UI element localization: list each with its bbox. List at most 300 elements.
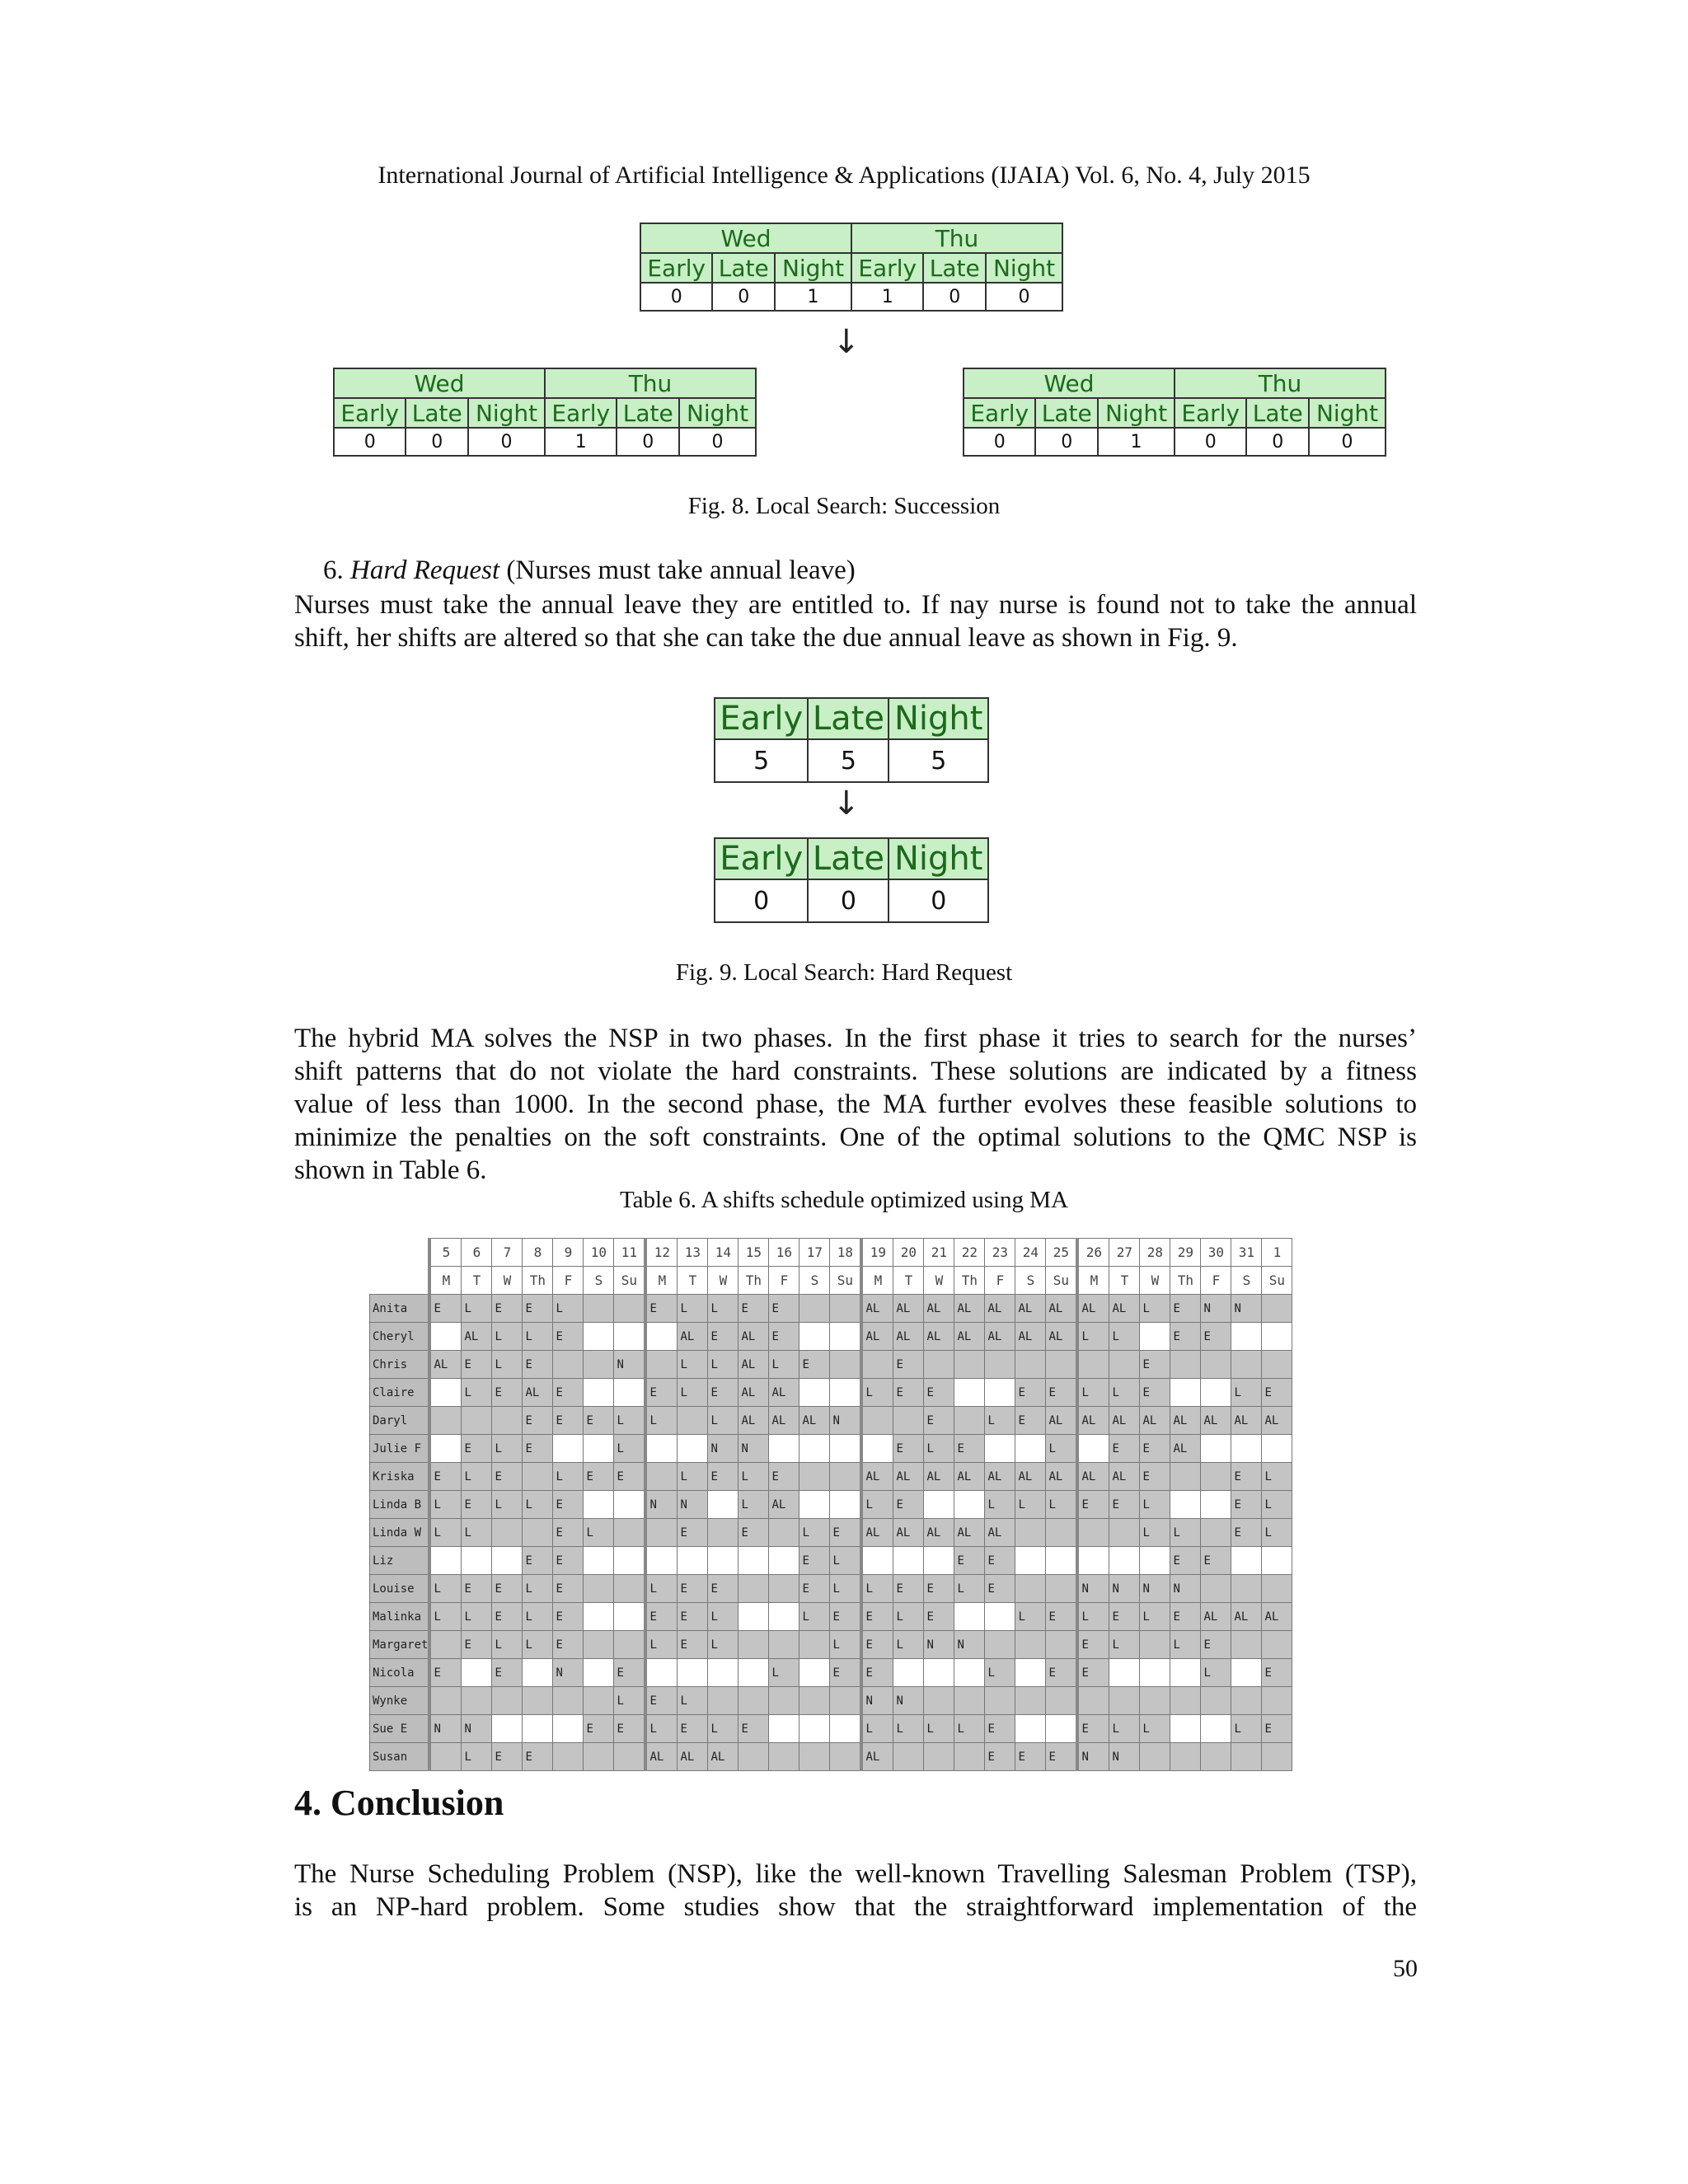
shift-cell (492, 1715, 523, 1743)
shift-cell (799, 1379, 830, 1407)
shift-cell: E (678, 1575, 708, 1603)
shift-cell (1015, 1687, 1046, 1715)
shift-cell (708, 1547, 738, 1575)
shift-cell (492, 1519, 523, 1547)
shift-cell (1015, 1631, 1046, 1659)
shift-cell (614, 1323, 646, 1351)
shift-cell: L (492, 1435, 523, 1463)
nurse-name: Liz (370, 1547, 430, 1575)
shift-cell (1015, 1659, 1046, 1687)
shift-cell: E (1262, 1659, 1292, 1687)
shift-cell: E (1077, 1491, 1109, 1519)
shift-cell: N (553, 1659, 584, 1687)
value-cell: 0 (1175, 428, 1246, 456)
table-row (370, 1631, 1292, 1659)
shift-cell: N (1109, 1575, 1140, 1603)
shift-cell: L (1077, 1323, 1109, 1351)
shift-cell: L (1170, 1631, 1201, 1659)
shift-cell: AL (1077, 1407, 1109, 1435)
shift-cell: L (985, 1491, 1015, 1519)
shift-cell: E (738, 1715, 769, 1743)
day-header: Wed (964, 368, 1175, 398)
shift-cell (1046, 1687, 1078, 1715)
shift-cell: E (769, 1463, 799, 1491)
shift-cell (1046, 1351, 1078, 1379)
shift-cell: L (924, 1435, 954, 1463)
corner-cell (370, 1239, 430, 1267)
fig9-caption: Fig. 9. Local Search: Hard Request (675, 959, 1013, 986)
date-header: 14 (708, 1239, 738, 1267)
shift-cell: L (1231, 1379, 1262, 1407)
date-header: 31 (1231, 1239, 1262, 1267)
nurse-name: Julie F (370, 1435, 430, 1463)
date-header: 24 (1015, 1239, 1046, 1267)
shift-cell: L (462, 1295, 492, 1323)
shift-cell: E (954, 1547, 985, 1575)
shift-cell (584, 1743, 614, 1771)
value-cell: 0 (889, 879, 988, 922)
shift-cell: L (492, 1351, 523, 1379)
shift-cell (1015, 1575, 1046, 1603)
shift-cell: L (1201, 1659, 1231, 1687)
shift-cell: L (1077, 1379, 1109, 1407)
shift-cell: L (645, 1575, 678, 1603)
shift-cell: N (1201, 1295, 1231, 1323)
shift-cell: E (708, 1379, 738, 1407)
shift-cell (1077, 1519, 1109, 1547)
shift-header: Night (468, 398, 545, 428)
shift-cell: E (1109, 1491, 1140, 1519)
shift-cell (614, 1379, 646, 1407)
shift-cell: L (1140, 1519, 1170, 1547)
shift-cell (584, 1323, 614, 1351)
date-header: 16 (769, 1239, 799, 1267)
shift-cell (614, 1547, 646, 1575)
value-cell: 0 (679, 428, 756, 456)
shift-cell: E (708, 1323, 738, 1351)
shift-cell: N (614, 1351, 646, 1379)
fig8-table-right (963, 368, 1386, 457)
shift-cell (523, 1519, 553, 1547)
shift-row (715, 698, 988, 739)
shift-cell: E (678, 1519, 708, 1547)
shift-cell (924, 1687, 954, 1715)
shift-cell: L (462, 1379, 492, 1407)
shift-cell (985, 1379, 1015, 1407)
shift-cell (924, 1491, 954, 1519)
shift-cell (645, 1351, 678, 1379)
shift-cell: L (893, 1631, 924, 1659)
weekday-header: M (1077, 1267, 1109, 1295)
shift-cell: L (584, 1519, 614, 1547)
running-header: International Journal of Artificial Intelligence & Applications (IJAIA) Vol. 6, No. 4, July 2015 (377, 162, 1311, 189)
shift-cell: N (429, 1715, 462, 1743)
shift-cell: AL (1015, 1463, 1046, 1491)
shift-cell: AL (893, 1295, 924, 1323)
shift-cell: AL (462, 1323, 492, 1351)
shift-cell: N (1140, 1575, 1170, 1603)
value-row (964, 428, 1386, 456)
table-row (370, 1491, 1292, 1519)
weekday-header: Th (738, 1267, 769, 1295)
shift-cell (769, 1519, 799, 1547)
shift-cell: AL (1046, 1323, 1078, 1351)
section-heading: 4. Conclusion (294, 1783, 504, 1823)
shift-cell: E (553, 1407, 584, 1435)
shift-cell: N (1077, 1575, 1109, 1603)
shift-cell (1262, 1351, 1292, 1379)
shift-cell: L (678, 1687, 708, 1715)
text-line: shift patterns that do not violate the hard constraints. These solutions are indicated by a fitness (294, 1057, 1417, 1086)
table-row (370, 1379, 1292, 1407)
shift-cell: E (462, 1351, 492, 1379)
shift-cell: N (645, 1491, 678, 1519)
shift-cell (924, 1547, 954, 1575)
shift-cell (924, 1743, 954, 1771)
shift-cell (1201, 1519, 1231, 1547)
text-line: shift, her shifts are altered so that she can take the due annual leave as shown in Fig. 9. (294, 623, 1238, 653)
shift-cell (1262, 1743, 1292, 1771)
shift-cell: E (645, 1295, 678, 1323)
shift-cell: L (678, 1379, 708, 1407)
shift-cell (708, 1491, 738, 1519)
shift-cell (893, 1407, 924, 1435)
shift-cell: AL (1109, 1463, 1140, 1491)
value-cell: 0 (808, 879, 889, 922)
nurse-name: Daryl (370, 1407, 430, 1435)
shift-cell (614, 1295, 646, 1323)
shift-cell: AL (1201, 1407, 1231, 1435)
shift-cell: AL (708, 1743, 738, 1771)
body-paragraph (294, 1022, 1417, 1187)
shift-cell (799, 1715, 830, 1743)
text-line: minimize the penalties on the soft constraints. One of the optimal solutions to the QMC NSP is (294, 1122, 1417, 1152)
shift-cell: E (553, 1575, 584, 1603)
shift-cell (1231, 1659, 1262, 1687)
shift-cell (1231, 1631, 1262, 1659)
shift-cell: AL (1046, 1463, 1078, 1491)
nurse-name: Linda B (370, 1491, 430, 1519)
shift-cell: E (708, 1575, 738, 1603)
shift-header: Early (715, 838, 808, 879)
shift-cell: E (523, 1743, 553, 1771)
shift-cell (1109, 1351, 1140, 1379)
shift-cell: E (1201, 1323, 1231, 1351)
shift-row (715, 838, 988, 879)
shift-cell (1046, 1631, 1078, 1659)
shift-cell (1201, 1435, 1231, 1463)
shift-cell: E (584, 1407, 614, 1435)
shift-cell (584, 1295, 614, 1323)
shift-cell (614, 1491, 646, 1519)
shift-cell: E (1109, 1603, 1140, 1631)
date-header: 13 (678, 1239, 708, 1267)
item6-heading (323, 555, 856, 586)
shift-header: Early (715, 698, 808, 739)
shift-cell: E (1015, 1743, 1046, 1771)
shift-cell (1201, 1687, 1231, 1715)
date-header: 12 (645, 1239, 678, 1267)
date-header: 25 (1046, 1239, 1078, 1267)
date-header: 6 (462, 1239, 492, 1267)
shift-cell (553, 1687, 584, 1715)
shift-cell (985, 1687, 1015, 1715)
shift-cell: E (553, 1603, 584, 1631)
shift-cell: E (1046, 1379, 1078, 1407)
shift-cell: N (924, 1631, 954, 1659)
shift-cell: E (645, 1379, 678, 1407)
shift-cell: AL (1046, 1295, 1078, 1323)
shift-cell (1015, 1435, 1046, 1463)
fig8-table-left (333, 368, 757, 457)
shift-cell: E (645, 1603, 678, 1631)
shift-cell: E (429, 1295, 462, 1323)
shift-cell: N (462, 1715, 492, 1743)
shift-cell: L (1046, 1491, 1078, 1519)
shift-cell: L (708, 1351, 738, 1379)
weekday-header: Th (1170, 1267, 1201, 1295)
shift-cell: E (1140, 1463, 1170, 1491)
shift-cell: L (523, 1603, 553, 1631)
shift-cell (645, 1547, 678, 1575)
shift-cell (1140, 1659, 1170, 1687)
shift-cell: E (553, 1379, 584, 1407)
shift-cell (645, 1323, 678, 1351)
shift-cell (985, 1351, 1015, 1379)
day-header: Thu (545, 368, 756, 398)
nurse-name: Sue E (370, 1715, 430, 1743)
shift-cell: AL (924, 1463, 954, 1491)
shift-cell (1231, 1575, 1262, 1603)
shift-cell (738, 1743, 769, 1771)
value-cell: 0 (617, 428, 679, 456)
shift-header: Night (1309, 398, 1386, 428)
shift-cell: L (830, 1575, 862, 1603)
shift-cell (1015, 1351, 1046, 1379)
shift-cell (861, 1435, 893, 1463)
shift-cell (1231, 1435, 1262, 1463)
shift-cell: E (645, 1687, 678, 1715)
shift-cell (924, 1659, 954, 1687)
shift-cell (893, 1659, 924, 1687)
shift-cell: E (893, 1379, 924, 1407)
shift-cell (738, 1603, 769, 1631)
date-header: 9 (553, 1239, 584, 1267)
shift-cell: AL (893, 1519, 924, 1547)
shift-header: Early (1175, 398, 1246, 428)
text-line: shown in Table 6. (294, 1155, 487, 1185)
shift-cell (1170, 1715, 1201, 1743)
shift-cell (492, 1547, 523, 1575)
shift-cell (799, 1743, 830, 1771)
shift-cell (893, 1743, 924, 1771)
day-row (964, 368, 1386, 398)
shift-cell: E (492, 1659, 523, 1687)
date-header: 26 (1077, 1239, 1109, 1267)
shift-cell: AL (678, 1743, 708, 1771)
shift-cell (1046, 1715, 1078, 1743)
shift-cell (584, 1603, 614, 1631)
shift-cell (1231, 1323, 1262, 1351)
shift-cell (462, 1407, 492, 1435)
shift-cell (954, 1603, 985, 1631)
shift-cell (523, 1659, 553, 1687)
shift-cell (584, 1631, 614, 1659)
shift-cell: AL (954, 1323, 985, 1351)
shift-cell: E (924, 1603, 954, 1631)
shift-cell (1201, 1351, 1231, 1379)
shift-cell (1140, 1687, 1170, 1715)
shift-cell: L (861, 1491, 893, 1519)
shift-cell: L (1262, 1463, 1292, 1491)
shift-cell (1109, 1547, 1140, 1575)
shift-cell: E (523, 1547, 553, 1575)
shift-cell: AL (738, 1351, 769, 1379)
shift-cell (614, 1743, 646, 1771)
weekday-header: F (1201, 1267, 1231, 1295)
shift-cell (861, 1407, 893, 1435)
nurse-name: Wynke (370, 1687, 430, 1715)
shift-cell: L (708, 1603, 738, 1631)
shift-header: Night (986, 253, 1062, 283)
shift-cell (1231, 1547, 1262, 1575)
date-header: 22 (954, 1239, 985, 1267)
shift-header: Early (640, 253, 712, 283)
shift-cell: N (1170, 1575, 1201, 1603)
shift-cell (799, 1435, 830, 1463)
shift-cell: L (1262, 1519, 1292, 1547)
shift-cell: L (429, 1575, 462, 1603)
shift-cell (954, 1379, 985, 1407)
shift-cell (678, 1435, 708, 1463)
shift-cell: L (553, 1295, 584, 1323)
shift-cell (1170, 1743, 1201, 1771)
shift-cell: L (954, 1575, 985, 1603)
schedule-table (369, 1238, 1292, 1771)
shift-cell: L (738, 1463, 769, 1491)
fig9-arrow: ↓ (832, 785, 860, 823)
value-cell: 0 (1246, 428, 1309, 456)
shift-cell: E (1109, 1435, 1140, 1463)
shift-cell: AL (1109, 1295, 1140, 1323)
shift-cell: E (462, 1435, 492, 1463)
shift-cell: L (1015, 1603, 1046, 1631)
nurse-name: Chris (370, 1351, 430, 1379)
shift-cell (1231, 1687, 1262, 1715)
shift-cell: E (1077, 1715, 1109, 1743)
shift-cell: AL (861, 1463, 893, 1491)
shift-cell: E (708, 1463, 738, 1491)
table-row (370, 1435, 1292, 1463)
shift-cell (429, 1687, 462, 1715)
weekday-header: T (462, 1267, 492, 1295)
shift-cell (799, 1295, 830, 1323)
fig8-arrow: ↓ (832, 323, 860, 361)
shift-cell (738, 1631, 769, 1659)
shift-cell: L (1262, 1491, 1292, 1519)
shift-cell (708, 1687, 738, 1715)
value-cell: 1 (545, 428, 617, 456)
shift-cell (429, 1743, 462, 1771)
shift-cell (584, 1547, 614, 1575)
shift-cell: L (614, 1407, 646, 1435)
shift-cell: L (429, 1519, 462, 1547)
shift-cell: L (861, 1575, 893, 1603)
shift-cell: L (523, 1491, 553, 1519)
shift-cell: AL (1231, 1603, 1262, 1631)
date-header: 29 (1170, 1239, 1201, 1267)
table-row (370, 1323, 1292, 1351)
value-cell: 1 (851, 283, 923, 311)
value-cell: 0 (640, 283, 712, 311)
shift-cell: E (1201, 1631, 1231, 1659)
shift-cell: E (492, 1463, 523, 1491)
shift-cell: AL (861, 1323, 893, 1351)
shift-cell: AL (985, 1519, 1015, 1547)
nurse-name: Nicola (370, 1659, 430, 1687)
shift-cell: E (1046, 1603, 1078, 1631)
day-header: Wed (334, 368, 545, 398)
shift-cell: L (1077, 1603, 1109, 1631)
shift-cell (799, 1659, 830, 1687)
shift-cell: AL (1015, 1295, 1046, 1323)
day-header: Wed (640, 223, 851, 253)
shift-cell: L (678, 1463, 708, 1491)
shift-cell: L (954, 1715, 985, 1743)
shift-header: Night (775, 253, 851, 283)
weekday-header: T (678, 1267, 708, 1295)
shift-cell: L (708, 1295, 738, 1323)
shift-cell: E (830, 1603, 862, 1631)
shift-cell: E (523, 1435, 553, 1463)
shift-cell: N (738, 1435, 769, 1463)
shift-cell (614, 1575, 646, 1603)
value-row (334, 428, 756, 456)
shift-cell: AL (1109, 1407, 1140, 1435)
shift-cell (429, 1379, 462, 1407)
shift-cell: L (830, 1631, 862, 1659)
shift-cell (830, 1295, 862, 1323)
shift-cell: L (861, 1715, 893, 1743)
shift-cell (584, 1379, 614, 1407)
shift-cell (1140, 1323, 1170, 1351)
shift-header: Late (808, 698, 889, 739)
weekday-header: W (924, 1267, 954, 1295)
shift-cell: E (1170, 1295, 1201, 1323)
shift-cell: L (1140, 1603, 1170, 1631)
shift-cell: AL (1262, 1407, 1292, 1435)
shift-cell (1170, 1491, 1201, 1519)
nurse-name: Cheryl (370, 1323, 430, 1351)
shift-cell: AL (1046, 1407, 1078, 1435)
shift-cell: L (799, 1603, 830, 1631)
shift-cell: L (492, 1323, 523, 1351)
shift-cell: L (1109, 1323, 1140, 1351)
item6-rest: (Nurses must take annual leave) (506, 555, 856, 585)
shift-cell (429, 1631, 462, 1659)
shift-cell: E (1231, 1463, 1262, 1491)
shift-cell: N (893, 1687, 924, 1715)
shift-cell: L (429, 1491, 462, 1519)
shift-cell: E (553, 1547, 584, 1575)
shift-cell: E (462, 1491, 492, 1519)
shift-header: Late (923, 253, 986, 283)
shift-cell (1262, 1575, 1292, 1603)
nurse-name: Claire (370, 1379, 430, 1407)
shift-cell: E (462, 1631, 492, 1659)
shift-cell: E (985, 1715, 1015, 1743)
shift-header: Night (889, 838, 988, 879)
